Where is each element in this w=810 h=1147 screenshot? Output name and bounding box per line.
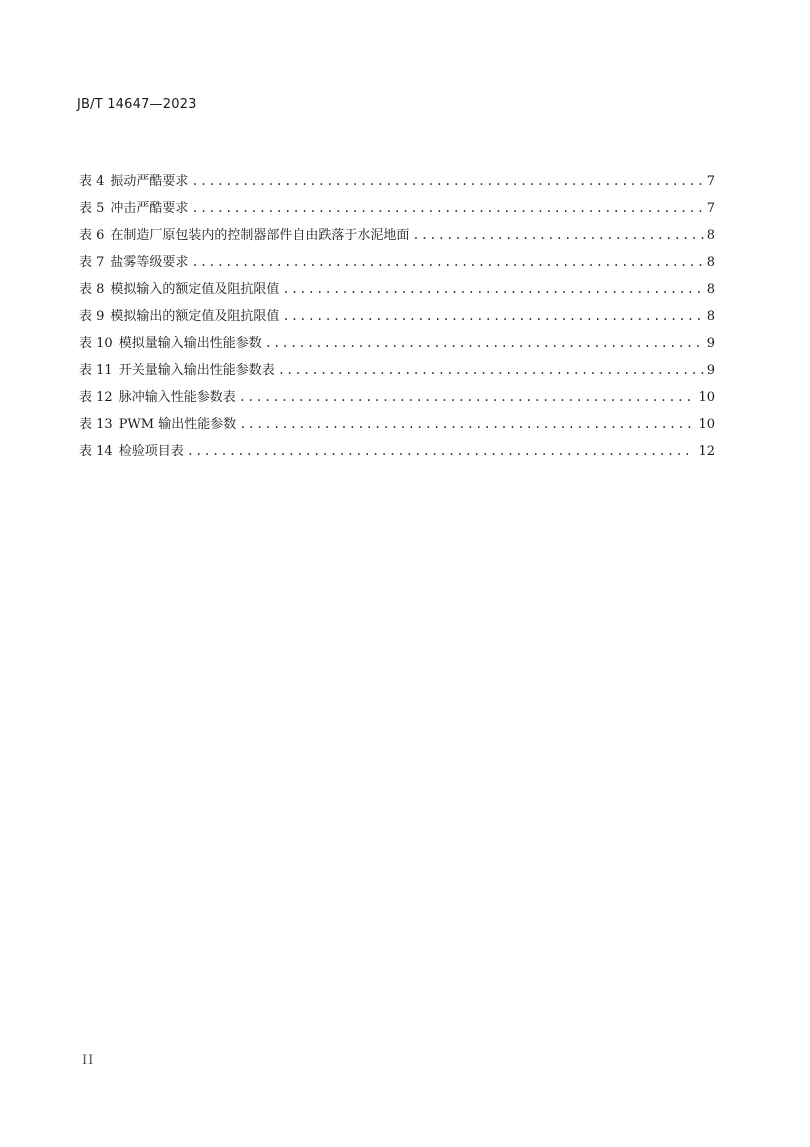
toc-entry[interactable] bbox=[79, 306, 715, 333]
toc-entry[interactable] bbox=[79, 414, 715, 441]
toc-entry-title: 盐雾等级要求 bbox=[110, 255, 189, 270]
toc-entry-page: 7 bbox=[706, 174, 715, 189]
toc-entry[interactable] bbox=[79, 441, 715, 468]
toc-leader-dots bbox=[278, 360, 704, 380]
toc-entry-label: 表 7 bbox=[79, 255, 105, 270]
toc-entry-title: 振动严酷要求 bbox=[110, 174, 189, 189]
toc-entry[interactable] bbox=[79, 333, 715, 360]
toc-leader-dots bbox=[187, 441, 696, 461]
toc-entry[interactable] bbox=[79, 198, 715, 225]
toc-leader-dots bbox=[282, 306, 703, 326]
toc-entry-title: 冲击严酷要求 bbox=[110, 201, 189, 216]
toc-entry-page: 8 bbox=[706, 282, 715, 297]
toc-leader-dots bbox=[412, 225, 703, 245]
toc-entry-page: 8 bbox=[706, 309, 715, 324]
toc-entry-page: 12 bbox=[698, 444, 715, 459]
toc-entry-title: PWM 输出性能参数 bbox=[118, 417, 237, 432]
toc-entry-label: 表 5 bbox=[79, 201, 105, 216]
toc-leader-dots bbox=[239, 387, 696, 407]
toc-entry-title: 模拟输出的额定值及阻抗限值 bbox=[110, 309, 280, 324]
toc-entry-label: 表 9 bbox=[79, 309, 105, 324]
toc-leader-dots bbox=[191, 252, 703, 272]
page-number: II bbox=[82, 1053, 95, 1068]
toc-entry-label: 表 12 bbox=[79, 390, 113, 405]
toc-entry[interactable] bbox=[79, 225, 715, 252]
toc-entry-title: 在制造厂原包装内的控制器部件自由跌落于水泥地面 bbox=[110, 228, 410, 243]
toc-entry-label: 表 14 bbox=[79, 444, 113, 459]
toc-entry-label: 表 8 bbox=[79, 282, 105, 297]
toc-entry-label: 表 6 bbox=[79, 228, 105, 243]
toc-entry-page: 9 bbox=[706, 336, 715, 351]
toc-entry[interactable] bbox=[79, 252, 715, 279]
toc-leader-dots bbox=[191, 198, 703, 218]
toc-entry-page: 9 bbox=[706, 363, 715, 378]
toc-leader-dots bbox=[282, 279, 703, 299]
toc-entry-page: 7 bbox=[706, 201, 715, 216]
toc-leader-dots bbox=[265, 333, 704, 353]
toc-leader-dots bbox=[191, 171, 703, 191]
toc-entry[interactable] bbox=[79, 387, 715, 414]
toc-entry-title: 模拟输入的额定值及阻抗限值 bbox=[110, 282, 280, 297]
toc-entry[interactable] bbox=[79, 279, 715, 306]
toc-entry-page: 10 bbox=[698, 390, 715, 405]
toc-entry-label: 表 10 bbox=[79, 336, 113, 351]
toc-entry-title: 检验项目表 bbox=[118, 444, 184, 459]
toc-entry[interactable] bbox=[79, 360, 715, 387]
toc-entry-page: 10 bbox=[698, 417, 715, 432]
toc-entry[interactable] bbox=[79, 171, 715, 198]
toc-entry-label: 表 11 bbox=[79, 363, 113, 378]
toc-entry-title: 开关量输入输出性能参数表 bbox=[118, 363, 275, 378]
table-of-contents bbox=[79, 171, 715, 468]
standard-code: JB/T 14647—2023 bbox=[77, 97, 197, 112]
toc-entry-title: 脉冲输入性能参数表 bbox=[118, 390, 236, 405]
toc-entry-label: 表 4 bbox=[79, 174, 105, 189]
toc-leader-dots bbox=[239, 414, 695, 434]
toc-entry-page: 8 bbox=[706, 255, 715, 270]
toc-entry-label: 表 13 bbox=[79, 417, 113, 432]
toc-entry-page: 8 bbox=[706, 228, 715, 243]
toc-entry-title: 模拟量输入输出性能参数 bbox=[118, 336, 262, 351]
